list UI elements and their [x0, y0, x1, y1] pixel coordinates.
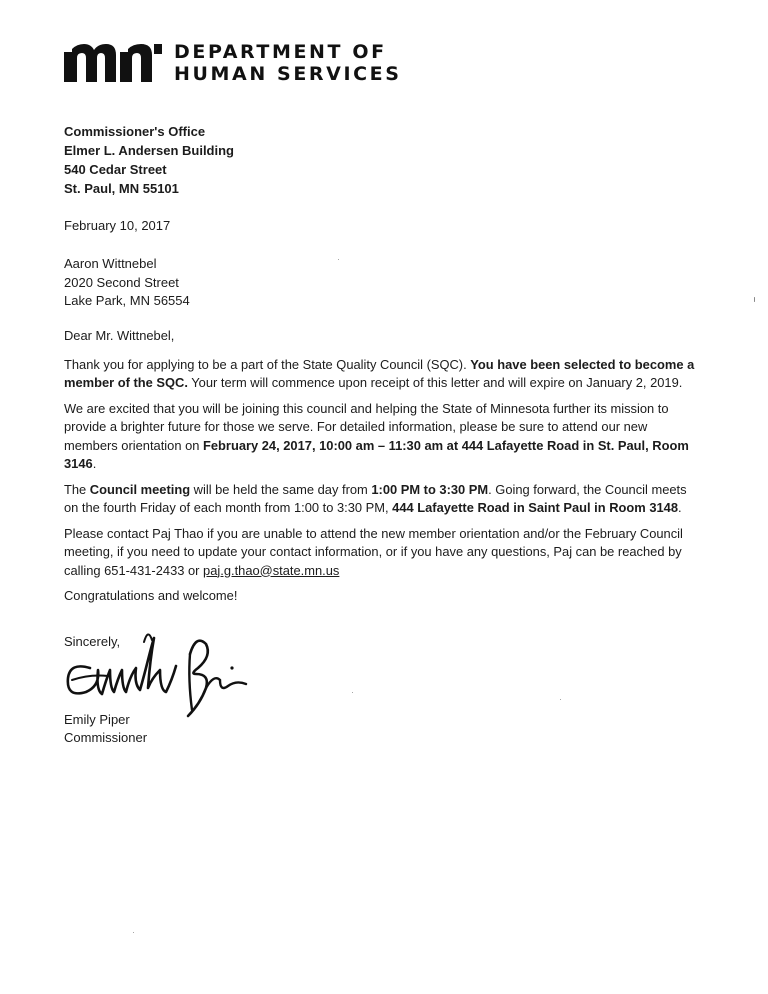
paragraph-orientation — [64, 400, 704, 474]
signer-name: Emily Piper — [64, 712, 130, 727]
p3-council-meeting: Council meeting — [89, 481, 191, 497]
salutation: Dear Mr. Wittnebel, — [64, 328, 175, 343]
recipient-name: Aaron Wittnebel — [64, 256, 157, 271]
paragraph-council-meeting — [64, 481, 704, 518]
letter-date: February 10, 2017 — [64, 218, 171, 233]
p3-text-c: will be held the same day from — [190, 481, 372, 497]
contact-email-link[interactable]: paj.g.thao@state.mn.us — [203, 562, 340, 578]
closing: Sincerely, — [64, 634, 121, 649]
mn-logo-icon — [64, 44, 162, 82]
signer-title: Commissioner — [64, 730, 148, 745]
p3-text-e: . Going forward, the Council meets on the fourth Friday of each month from 1:00 to 3:30 PM, — [64, 481, 687, 515]
p2-text-c: . — [92, 456, 97, 471]
p1-selected-notice: You have been selected to become a member of the SQC. — [64, 356, 695, 390]
office-city: St. Paul, MN 55101 — [64, 181, 179, 196]
paragraph-contact — [64, 525, 704, 581]
scan-speck — [352, 692, 353, 693]
office-street: 540 Cedar Street — [64, 162, 167, 177]
agency-name-line2: HUMAN SERVICES — [174, 63, 402, 85]
p1-text-a: Thank you for applying to be a part of the State Quality Council (SQC). — [64, 356, 471, 372]
scan-speck — [133, 932, 134, 933]
recipient-street: 2020 Second Street — [64, 274, 179, 290]
p1-text-c: Your term will commence upon receipt of this letter and will expire on January 2, 2019. — [187, 375, 683, 390]
office-building: Elmer L. Andersen Building — [64, 143, 234, 158]
scan-speck — [754, 297, 755, 302]
recipient-address — [64, 255, 190, 311]
paragraph-selection — [64, 356, 704, 393]
p4-text-a: Please contact Paj Thao if you are unable to attend the new member orientation and/or the February Council meeting, if you need to update your contact information, or if you have any questions, Paj can be reached by calling 651-431-2433 or — [64, 525, 683, 578]
scan-speck — [560, 699, 561, 700]
sender-address — [64, 122, 234, 198]
p3-meeting-time: 1:00 PM to 3:30 PM — [371, 481, 489, 497]
agency-name — [174, 41, 474, 85]
paragraph-congratulations: Congratulations and welcome! — [64, 588, 238, 603]
p2-text-a: We are excited that you will be joining this council and helping the State of Minnesota further its mission to provide a brighter future for those we serve. For detailed information, please be sure to attend our new members orientation on — [64, 400, 669, 453]
p3-text-g: . — [678, 500, 682, 515]
scan-speck — [338, 259, 339, 260]
p3-text-a: The — [64, 481, 90, 497]
recipient-city: Lake Park, MN 56554 — [64, 293, 190, 308]
letter-body — [64, 327, 704, 613]
agency-name-line1: DEPARTMENT OF — [174, 41, 387, 63]
p2-orientation-details: February 24, 2017, 10:00 am – 11:30 am at 444 Lafayette Road in St. Paul, Room 3146 — [64, 437, 689, 471]
office-name: Commissioner's Office — [64, 124, 206, 139]
p3-meeting-location: 444 Lafayette Road in Saint Paul in Room 3148 — [392, 500, 679, 515]
